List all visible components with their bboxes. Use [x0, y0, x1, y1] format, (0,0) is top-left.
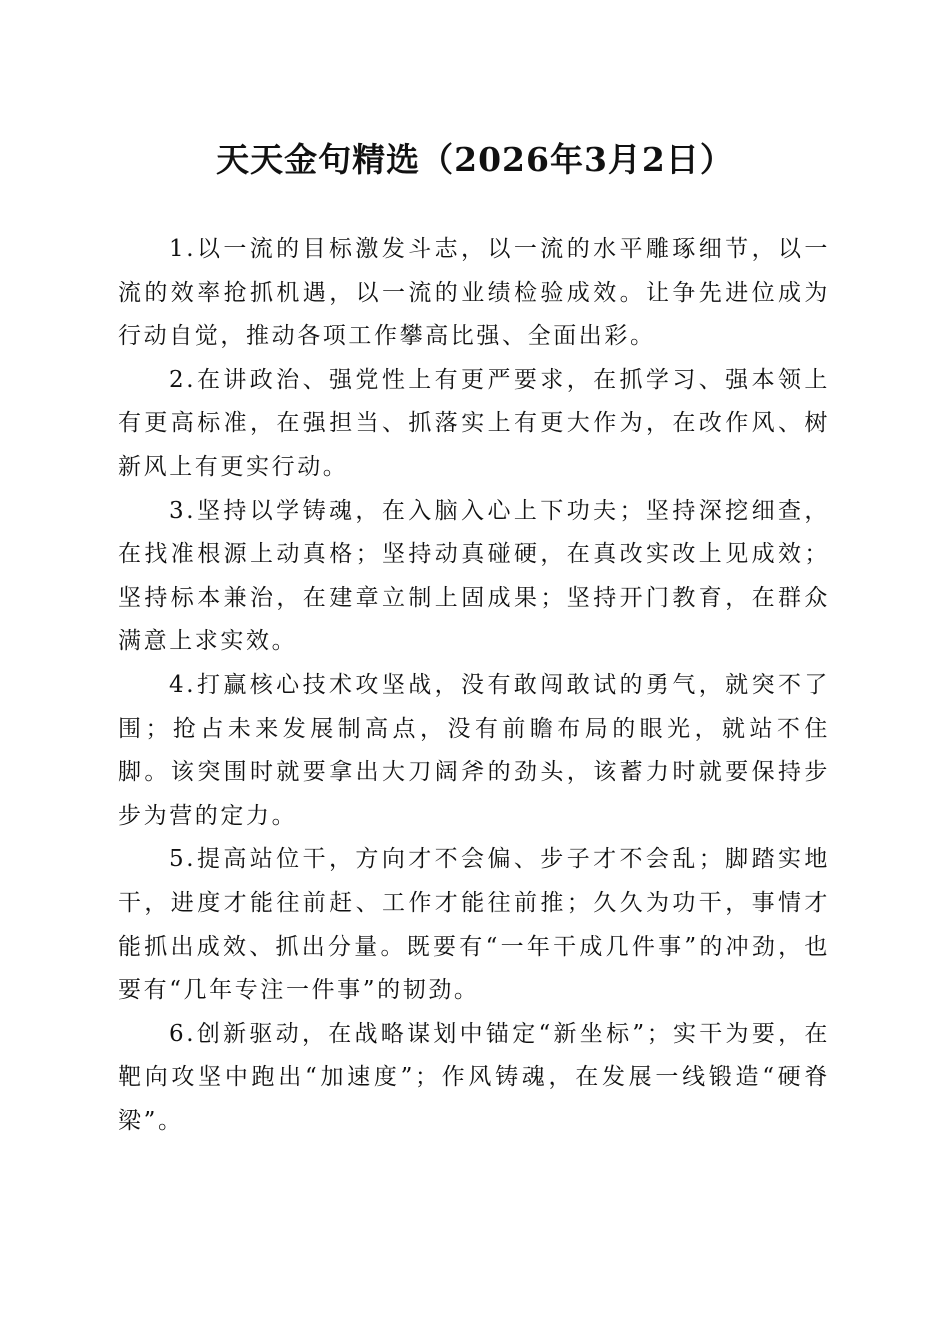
paragraph-2: 2.在讲政治、强党性上有更严要求，在抓学习、强本领上有更高标准，在强担当、抓落实上有更大作为，在改作风、树新风上有更实行动。 [118, 366, 830, 480]
document-title: 天天金句精选（2026年3月2日） [216, 140, 734, 179]
document-body [118, 228, 830, 1143]
paragraph-1: 1.以一流的目标激发斗志，以一流的水平雕琢细节，以一流的效率抢抓机遇，以一流的业绩检验成效。让争先进位成为行动自觉，推动各项工作攀高比强、全面出彩。 [118, 236, 830, 350]
paragraph-5: 5.提高站位干，方向才不会偏、步子才不会乱；脚踏实地干，进度才能往前赶、工作才能往前推；久久为功干，事情才能抓出成效、抓出分量。既要有“一年干成几件事”的冲劲，也要有“几年专注一件事”的韧劲。 [118, 846, 830, 1004]
paragraph-3: 3.坚持以学铸魂，在入脑入心上下功夫；坚持深挖细查，在找准根源上动真格；坚持动真碰硬，在真改实改上见成效；坚持标本兼治，在建章立制上固成果；坚持开门教育，在群众满意上求实效。 [118, 497, 830, 655]
paragraph-4: 4.打赢核心技术攻坚战，没有敢闯敢试的勇气，就突不了围；抢占未来发展制高点，没有前瞻布局的眼光，就站不住脚。该突围时就要拿出大刀阔斧的劲头，该蓄力时就要保持步步为营的定力。 [118, 671, 830, 829]
paragraph-6: 6.创新驱动，在战略谋划中锚定“新坐标”；实干为要，在靶向攻坚中跑出“加速度”；作风铸魂，在发展一线锻造“硬脊梁”。 [118, 1020, 830, 1134]
